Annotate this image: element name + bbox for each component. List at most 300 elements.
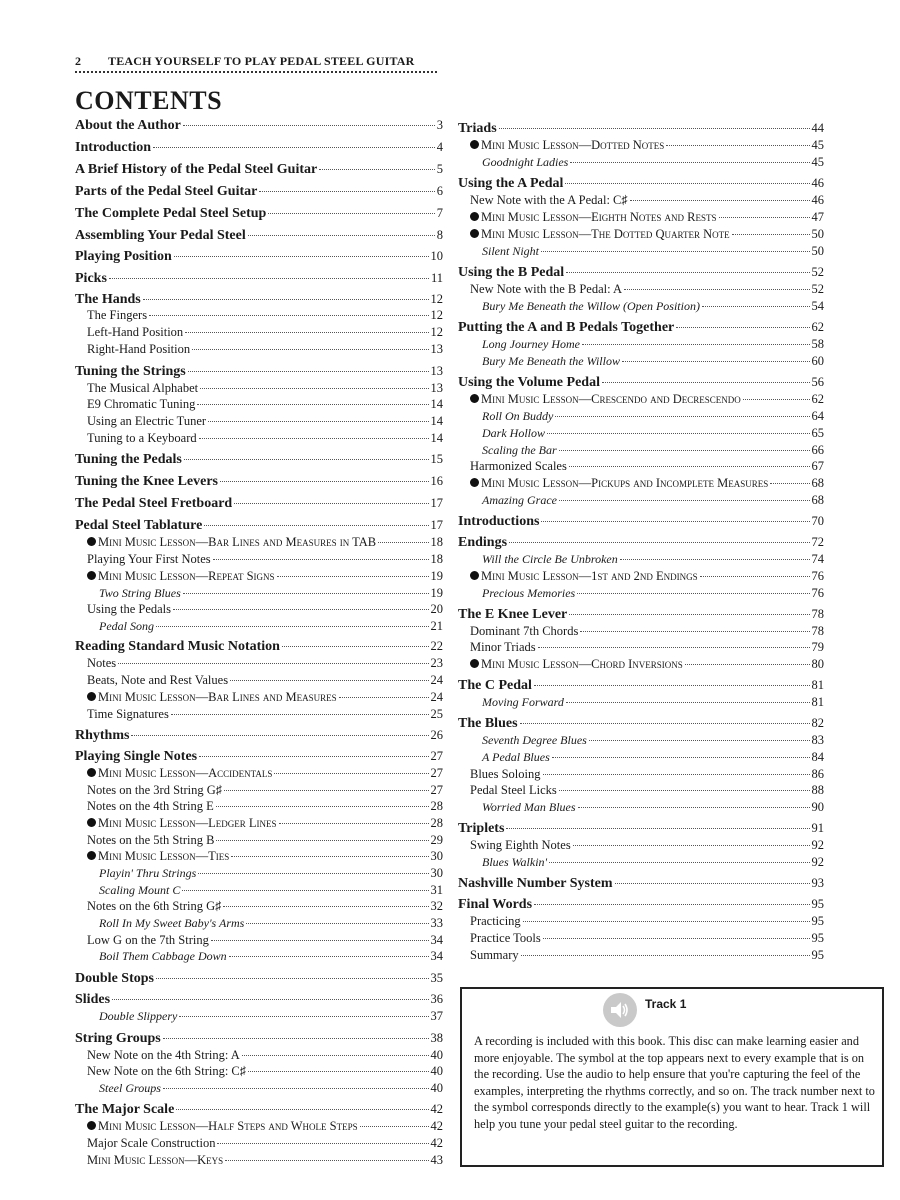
toc-entry-page: 78 [811, 624, 824, 638]
toc-entry-label: Tuning to a Keyboard [87, 431, 197, 445]
toc-entry [75, 431, 443, 446]
toc-entry-label: Blues Soloing [470, 767, 541, 781]
toc-entry-page: 95 [811, 897, 824, 911]
toc-entry [75, 602, 443, 617]
toc-entry-page: 18 [430, 535, 443, 549]
dot-leader [732, 234, 810, 235]
toc-entry [458, 855, 824, 870]
toc-entry-label: Mini Music Lesson—Dotted Notes [481, 138, 665, 152]
toc-entry [458, 459, 824, 474]
toc-entry-label: Bury Me Beneath the Willow (Open Position) [482, 299, 700, 313]
lesson-bullet-icon [470, 478, 479, 487]
toc-entry-page: 31 [430, 883, 443, 897]
toc-entry-label: Roll In My Sweet Baby's Arms [99, 916, 245, 930]
dot-leader [192, 349, 428, 350]
toc-entry-label: Pedal Song [99, 619, 154, 633]
toc-entry [75, 619, 443, 634]
toc-entry [458, 716, 824, 732]
toc-entry-page: 76 [811, 586, 824, 600]
dot-leader [199, 438, 429, 439]
toc-entry-page: 37 [430, 1009, 443, 1023]
toc-entry-page: 68 [811, 493, 824, 507]
toc-entry-label: Mini Music Lesson—Pickups and Incomplete Measures [481, 476, 769, 490]
toc-entry-label: The Musical Alphabet [87, 381, 199, 395]
toc-entry-label: Mini Music Lesson—The Dotted Quarter Note [481, 227, 730, 241]
toc-entry-label: Left-Hand Position [87, 325, 184, 339]
toc-entry-label: Triads [458, 121, 497, 136]
toc-entry [75, 639, 443, 655]
dot-leader [216, 840, 428, 841]
toc-right-column [458, 119, 824, 969]
dot-leader [183, 125, 435, 126]
toc-entry-page: 62 [811, 320, 824, 334]
toc-entry-page: 25 [430, 707, 443, 721]
toc-entry-label: Summary [470, 948, 519, 962]
toc-entry-label: Playing Single Notes [75, 749, 198, 764]
toc-entry [75, 866, 443, 881]
toc-entry-page: 62 [811, 392, 824, 406]
toc-entry-page: 67 [811, 459, 824, 473]
toc-entry [458, 767, 824, 782]
toc-entry [75, 518, 443, 534]
toc-entry-page: 52 [811, 265, 824, 279]
lesson-bullet-icon [470, 571, 479, 580]
toc-entry-page: 42 [430, 1136, 443, 1150]
dot-leader [217, 1143, 428, 1144]
dot-leader [559, 790, 810, 791]
toc-entry-page: 27 [430, 783, 443, 797]
toc-entry-label: New Note with the A Pedal: C♯ [470, 193, 628, 207]
toc-entry-page: 10 [430, 249, 443, 263]
toc-entry [458, 607, 824, 623]
toc-entry-label: E9 Chromatic Tuning [87, 397, 196, 411]
toc-entry [75, 766, 443, 781]
toc-entry [75, 1009, 443, 1024]
toc-entry [458, 800, 824, 815]
dot-leader [559, 450, 810, 451]
lesson-bullet-icon [470, 140, 479, 149]
toc-entry-label: Pedal Steel Licks [470, 783, 557, 797]
toc-entry-label: Rhythms [75, 728, 130, 743]
toc-entry-label: Mini Music Lesson—Bar Lines and Measures [98, 690, 337, 704]
toc-entry [458, 337, 824, 352]
toc-entry-page: 19 [430, 586, 443, 600]
lesson-bullet-icon [87, 692, 96, 701]
dot-leader [676, 327, 809, 328]
dot-leader [702, 306, 810, 307]
toc-entry [458, 375, 824, 391]
toc-entry [458, 586, 824, 601]
toc-entry-page: 27 [430, 749, 443, 763]
toc-entry-page: 50 [811, 227, 824, 241]
dot-leader [183, 593, 429, 594]
toc-entry-page: 15 [430, 452, 443, 466]
track-label: Track 1 [645, 997, 687, 1011]
toc-entry-page: 13 [430, 381, 443, 395]
toc-entry-label: Slides [75, 992, 111, 1007]
toc-entry-label: Using the B Pedal [458, 265, 565, 280]
toc-entry-page: 40 [430, 1064, 443, 1078]
dot-leader [589, 740, 810, 741]
toc-entry-label: Mini Music Lesson—1st and 2nd Endings [481, 569, 698, 583]
toc-entry [75, 833, 443, 848]
toc-entry [75, 381, 443, 396]
book-title: TEACH YOURSELF TO PLAY PEDAL STEEL GUITAR [108, 54, 415, 68]
toc-entry-label: Dark Hollow [482, 426, 545, 440]
toc-entry-page: 38 [430, 1031, 443, 1045]
toc-entry [458, 640, 824, 655]
dot-leader [231, 856, 428, 857]
lesson-bullet-icon [87, 818, 96, 827]
toc-entry-page: 29 [430, 833, 443, 847]
toc-entry [75, 1081, 443, 1096]
dot-leader [523, 921, 810, 922]
dot-leader [339, 697, 429, 698]
toc-entry-label: Double Stops [75, 971, 154, 986]
toc-entry-label: Steel Groups [99, 1081, 161, 1095]
contents-title: CONTENTS [75, 86, 223, 115]
dot-leader [499, 128, 810, 129]
toc-entry [75, 325, 443, 340]
toc-entry-page: 84 [811, 750, 824, 764]
toc-entry-label: Notes [87, 656, 117, 670]
dot-leader [208, 421, 428, 422]
dot-leader [577, 593, 809, 594]
dot-leader [319, 169, 435, 170]
toc-entry [458, 552, 824, 567]
toc-entry [75, 140, 443, 156]
toc-entry [458, 244, 824, 259]
toc-entry [458, 948, 824, 963]
toc-entry-label: The Hands [75, 292, 141, 307]
dot-leader [156, 626, 429, 627]
toc-entry-label: The Major Scale [75, 1102, 175, 1117]
dot-leader [184, 459, 429, 460]
dot-leader [277, 576, 429, 577]
toc-entry-page: 5 [436, 162, 443, 176]
toc-entry-page: 83 [811, 733, 824, 747]
dot-leader [509, 542, 809, 543]
toc-entry-label: About the Author [75, 118, 181, 133]
toc-entry-label: Two String Blues [99, 586, 181, 600]
dot-leader [521, 955, 810, 956]
dot-leader [666, 145, 809, 146]
toc-entry-label: Will the Circle Be Unbroken [482, 552, 618, 566]
toc-entry-label: Tuning the Pedals [75, 452, 182, 467]
header-dotted-rule [75, 71, 437, 73]
toc-entry-label: Practicing [470, 914, 521, 928]
dot-leader [566, 702, 810, 703]
toc-entry-label: Using the Volume Pedal [458, 375, 600, 390]
toc-entry [75, 474, 443, 490]
toc-entry [458, 354, 824, 369]
toc-entry-page: 68 [811, 476, 824, 490]
toc-entry-page: 36 [430, 992, 443, 1006]
dot-leader [248, 1071, 428, 1072]
dot-leader [173, 609, 428, 610]
track-info-box [460, 987, 884, 1167]
toc-entry-label: Notes on the 3rd String G♯ [87, 783, 223, 797]
toc-entry-label: Introduction [75, 140, 151, 155]
toc-entry-page: 34 [430, 949, 443, 963]
toc-entry [75, 249, 443, 265]
dot-leader [268, 213, 434, 214]
toc-entry-page: 40 [430, 1048, 443, 1062]
toc-entry-page: 92 [811, 838, 824, 852]
toc-entry-label: A Pedal Blues [482, 750, 550, 764]
toc-entry-page: 86 [811, 767, 824, 781]
dot-leader [569, 466, 810, 467]
toc-entry [75, 707, 443, 722]
lesson-bullet-icon [470, 394, 479, 403]
dot-leader [743, 399, 810, 400]
dot-leader [552, 757, 810, 758]
toc-entry [458, 493, 824, 508]
toc-entry-page: 76 [811, 569, 824, 583]
toc-entry-page: 13 [430, 342, 443, 356]
toc-entry-page: 13 [430, 364, 443, 378]
toc-entry-label: Parts of the Pedal Steel Guitar [75, 184, 258, 199]
toc-entry [75, 342, 443, 357]
toc-entry-page: 50 [811, 244, 824, 258]
toc-entry-label: Endings [458, 535, 508, 550]
toc-entry-page: 45 [811, 155, 824, 169]
toc-entry-page: 28 [430, 816, 443, 830]
toc-entry [458, 876, 824, 892]
dot-leader [188, 371, 429, 372]
toc-entry-page: 12 [430, 292, 443, 306]
toc-entry-page: 18 [430, 552, 443, 566]
toc-entry-label: Mini Music Lesson—Keys [87, 1153, 224, 1167]
toc-entry [75, 971, 443, 987]
toc-entry-page: 24 [430, 690, 443, 704]
speaker-icon [603, 993, 637, 1027]
dot-leader [185, 332, 428, 333]
toc-entry-page: 80 [811, 657, 824, 671]
dot-leader [246, 923, 428, 924]
toc-entry-label: The Pedal Steel Fretboard [75, 496, 233, 511]
toc-entry [458, 750, 824, 765]
toc-entry [458, 476, 824, 491]
dot-leader [580, 631, 809, 632]
toc-entry-label: Playin' Thru Strings [99, 866, 197, 880]
toc-entry [458, 783, 824, 798]
toc-entry-label: Dominant 7th Chords [470, 624, 579, 638]
dot-leader [213, 559, 429, 560]
dot-leader [282, 646, 429, 647]
toc-entry-label: Silent Night [482, 244, 539, 258]
toc-entry [458, 821, 824, 837]
dot-leader [534, 685, 810, 686]
dot-leader [538, 647, 810, 648]
toc-entry-label: Double Slippery [99, 1009, 178, 1023]
dot-leader [506, 828, 809, 829]
lesson-bullet-icon [470, 659, 479, 668]
toc-entry-page: 17 [430, 496, 443, 510]
toc-entry-page: 8 [436, 228, 443, 242]
dot-leader [230, 680, 428, 681]
toc-entry [458, 265, 824, 281]
toc-entry-page: 95 [811, 914, 824, 928]
toc-entry-page: 95 [811, 948, 824, 962]
toc-entry-label: Minor Triads [470, 640, 536, 654]
toc-entry-label: The E Knee Lever [458, 607, 568, 622]
toc-entry [458, 409, 824, 424]
dot-leader [570, 162, 809, 163]
toc-entry-page: 79 [811, 640, 824, 654]
toc-entry [75, 118, 443, 134]
toc-entry-page: 4 [436, 140, 443, 154]
dot-leader [566, 272, 809, 273]
toc-entry [458, 210, 824, 225]
dot-leader [171, 714, 429, 715]
toc-entry [75, 849, 443, 864]
toc-entry-page: 44 [811, 121, 824, 135]
toc-entry-label: Harmonized Scales [470, 459, 567, 473]
toc-entry-label: Using an Electric Tuner [87, 414, 207, 428]
dot-leader [211, 940, 429, 941]
toc-entry [75, 292, 443, 308]
toc-entry [458, 138, 824, 153]
dot-leader [543, 774, 810, 775]
toc-entry-page: 11 [430, 271, 443, 285]
toc-entry-label: String Groups [75, 1031, 161, 1046]
toc-entry [458, 678, 824, 694]
dot-leader [176, 1109, 428, 1110]
dot-leader [204, 525, 428, 526]
dot-leader [198, 873, 428, 874]
lesson-bullet-icon [87, 1121, 96, 1130]
toc-entry-page: 60 [811, 354, 824, 368]
toc-entry-page: 23 [430, 656, 443, 670]
toc-entry-page: 66 [811, 443, 824, 457]
toc-entry-label: Long Journey Home [482, 337, 580, 351]
toc-entry [75, 799, 443, 814]
dot-leader [569, 614, 809, 615]
toc-entry-page: 54 [811, 299, 824, 313]
toc-entry-page: 14 [430, 397, 443, 411]
toc-entry-label: New Note with the B Pedal: A [470, 282, 623, 296]
toc-entry-label: New Note on the 4th String: A [87, 1048, 240, 1062]
dot-leader [541, 521, 809, 522]
lesson-bullet-icon [87, 768, 96, 777]
toc-entry-page: 30 [430, 849, 443, 863]
toc-entry-label: Boil Them Cabbage Down [99, 949, 227, 963]
lesson-bullet-icon [87, 571, 96, 580]
toc-entry [458, 155, 824, 170]
toc-entry [458, 426, 824, 441]
toc-entry-label: Practice Tools [470, 931, 541, 945]
toc-entry-label: Amazing Grace [482, 493, 557, 507]
toc-entry-page: 78 [811, 607, 824, 621]
toc-entry [75, 496, 443, 512]
page-number: 2 [75, 54, 81, 68]
toc-entry-label: Mini Music Lesson—Ledger Lines [98, 816, 277, 830]
toc-entry [458, 392, 824, 407]
toc-entry-page: 7 [436, 206, 443, 220]
toc-entry [458, 282, 824, 297]
toc-entry-label: Mini Music Lesson—Chord Inversions [481, 657, 683, 671]
dot-leader [573, 845, 810, 846]
toc-entry-label: Final Words [458, 897, 533, 912]
dot-leader [549, 862, 809, 863]
toc-entry-page: 16 [430, 474, 443, 488]
toc-entry-label: Reading Standard Music Notation [75, 639, 280, 654]
toc-entry-page: 12 [430, 325, 443, 339]
toc-entry [75, 1048, 443, 1063]
toc-entry-label: New Note on the 6th String: C♯ [87, 1064, 247, 1078]
toc-entry-page: 81 [811, 678, 824, 692]
toc-entry [458, 535, 824, 551]
dot-leader [274, 773, 428, 774]
toc-entry-label: Mini Music Lesson—Crescendo and Decrescendo [481, 392, 741, 406]
dot-leader [131, 735, 428, 736]
toc-entry-label: Mini Music Lesson—Half Steps and Whole Steps [98, 1119, 358, 1133]
toc-entry-page: 74 [811, 552, 824, 566]
toc-entry-label: Using the A Pedal [458, 176, 564, 191]
lesson-bullet-icon [87, 537, 96, 546]
toc-entry-page: 21 [430, 619, 443, 633]
toc-entry-page: 65 [811, 426, 824, 440]
toc-entry-page: 91 [811, 821, 824, 835]
toc-entry-page: 35 [430, 971, 443, 985]
toc-entry-label: Mini Music Lesson—Eighth Notes and Rests [481, 210, 717, 224]
toc-entry [75, 452, 443, 468]
toc-entry-label: Mini Music Lesson—Bar Lines and Measures in TAB [98, 535, 377, 549]
dot-leader [229, 956, 429, 957]
toc-entry-page: 93 [811, 876, 824, 890]
dot-leader [559, 500, 810, 501]
toc-entry [75, 184, 443, 200]
toc-entry-label: Bury Me Beneath the Willow [482, 354, 620, 368]
toc-entry-page: 40 [430, 1081, 443, 1095]
toc-left-column [75, 116, 443, 1176]
dot-leader [199, 756, 428, 757]
toc-entry-page: 19 [430, 569, 443, 583]
toc-entry-label: Goodnight Ladies [482, 155, 569, 169]
toc-entry-page: 14 [430, 414, 443, 428]
toc-entry-label: Tuning the Knee Levers [75, 474, 218, 489]
toc-entry [75, 690, 443, 705]
toc-entry [75, 397, 443, 412]
toc-entry [458, 657, 824, 672]
dot-leader [109, 278, 429, 279]
toc-entry [75, 749, 443, 765]
toc-entry-label: Time Signatures [87, 707, 169, 721]
toc-entry-page: 82 [811, 716, 824, 730]
dot-leader [541, 251, 810, 252]
toc-entry [458, 193, 824, 208]
toc-entry-label: Beats, Note and Rest Values [87, 673, 229, 687]
toc-entry-label: Using the Pedals [87, 602, 172, 616]
toc-entry [458, 514, 824, 530]
toc-entry-page: 70 [811, 514, 824, 528]
dot-leader [719, 217, 810, 218]
toc-entry-page: 24 [430, 673, 443, 687]
toc-entry [458, 914, 824, 929]
toc-entry-page: 26 [430, 728, 443, 742]
toc-entry [75, 414, 443, 429]
toc-entry-page: 12 [430, 308, 443, 322]
dot-leader [149, 315, 428, 316]
dot-leader [223, 906, 428, 907]
toc-entry-label: Pedal Steel Tablature [75, 518, 203, 533]
dot-leader [578, 807, 810, 808]
toc-entry-label: Tuning the Strings [75, 364, 186, 379]
lesson-bullet-icon [87, 851, 96, 860]
toc-entry [75, 673, 443, 688]
dot-leader [216, 806, 429, 807]
